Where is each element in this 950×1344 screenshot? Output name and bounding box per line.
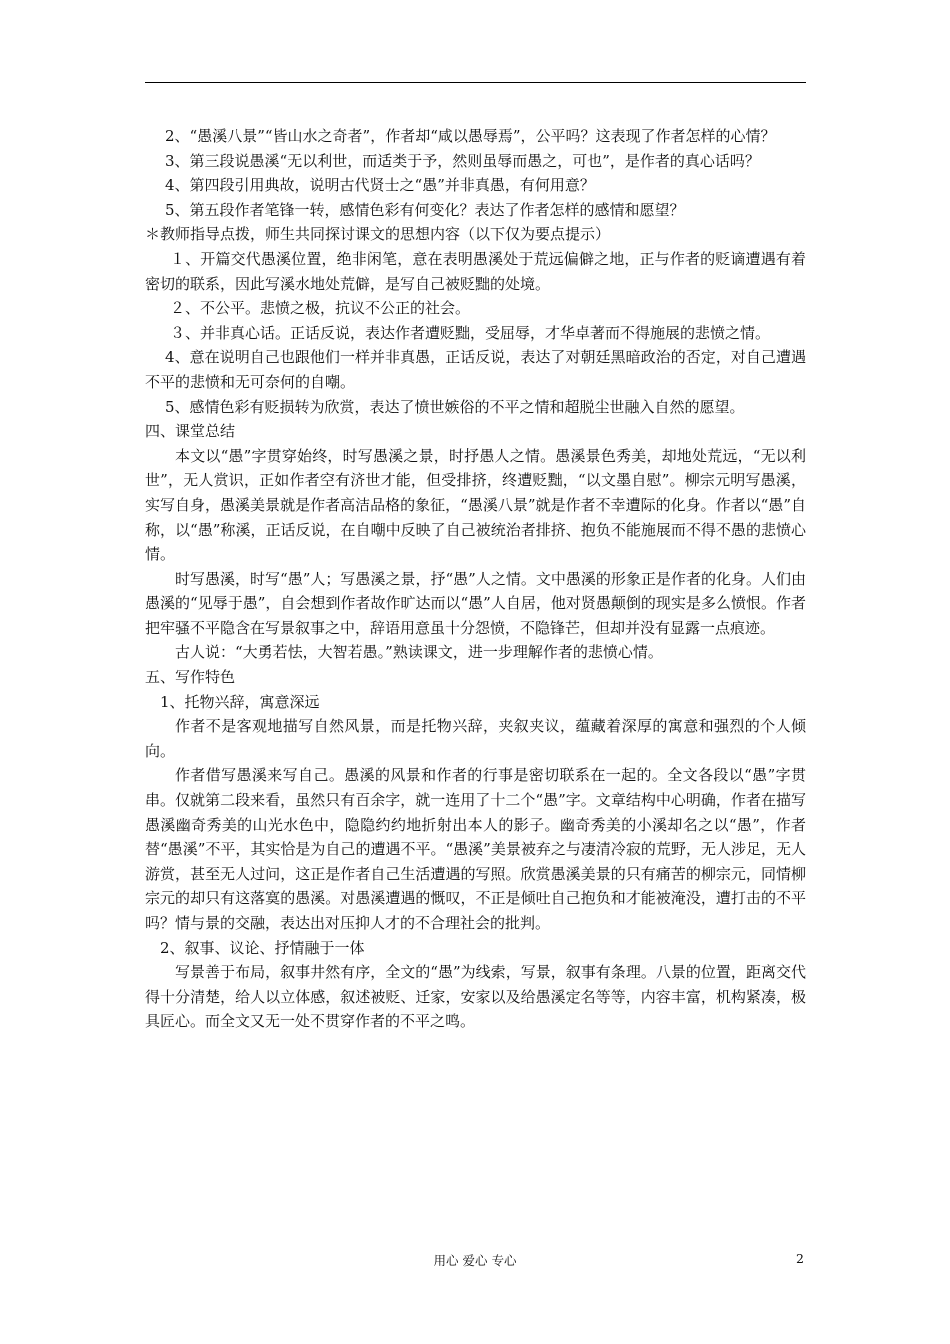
document-body [145,124,806,1034]
page-number: 2 [796,1251,804,1266]
paragraph: 1、托物兴辞，寓意深远 [160,692,320,711]
paragraph: 本文以“愚”字贯穿始终，时写愚溪之景，时抒愚人之情。愚溪景色秀美，却地处荒远，“无以利世”，无人赏识，正如作者空有济世才能，但受排挤，终遭贬黜，“以文墨自慰”。柳宗元明写愚溪，实写自身，愚溪美景就是作者高洁品格的象征，“愚溪八景”就是作者不幸遭际的化身。作者以“愚”自称，以“愚”称溪，正话反说，在自嘲中反映了自己被统治者排挤、抱负不能施展而不得不愚的悲愤心情。 [145,446,806,564]
paragraph: 2、“愚溪八景”“皆山水之奇者”，作者却“咸以愚辱焉”，公平吗？这表现了作者怎样的心情？ [165,127,776,145]
paragraph: ＊教师指导点拨，师生共同探讨课文的思想内容（以下仅为要点提示） [145,225,611,244]
paragraph: 5、感情色彩有贬损转为欣赏，表达了愤世嫉俗的不平之情和超脱尘世融入自然的愿望。 [165,397,745,416]
paragraph: 4、第四段引用典故，说明古代贤士之“愚”并非真愚，有何用意？ [165,176,595,195]
paragraph: 作者不是客观地描写自然风景，而是托物兴辞，夹叙夹议，蕴藏着深厚的寓意和强烈的个人倾向。 [145,717,806,760]
paragraph: 5、第五段作者笔锋一转，感情色彩有何变化？表达了作者怎样的感情和愿望？ [165,200,685,219]
paragraph: 作者借写愚溪来写自己。愚溪的风景和作者的行事是密切联系在一起的。全文各段以“愚”字贯串。仅就第二段来看，虽然只有百余字，就一连用了十二个“愚”字。文章结构中心明确，作者在描写愚溪幽奇秀美的山光水色中，隐隐约约地折射出本人的影子。幽奇秀美的小溪却名之以“愚”，作者替“愚溪”不平，其实恰是为自己的遭遇不平。“愚溪”美景被弃之与凄清冷寂的荒野，无人涉足，无人游赏，甚至无人过问，这正是作者自己生活遭遇的写照。欣赏愚溪美景的只有痛苦的柳宗元，同情柳宗元的却只有这落寞的愚溪。对愚溪遭遇的慨叹，不正是倾吐自己抱负和才能被淹没，遭打击的不平吗？情与景的交融，表达出对压抑人才的不合理社会的批判。 [145,766,806,932]
paragraph: 古人说：“大勇若怯，大智若愚。”熟读课文，进一步理解作者的悲愤心情。 [175,643,663,662]
paragraph: 4、意在说明自己也跟他们一样并非真愚，正话反说，表达了对朝廷黑暗政治的否定，对自己遭遇不平的悲愤和无可奈何的自嘲。 [145,348,806,391]
paragraph: ３、并非真心话。正话反说，表达作者遭贬黜，受屈辱，才华卓著而不得施展的悲愤之情。 [170,323,771,342]
paragraph: ２、不公平。悲愤之极，抗议不公正的社会。 [170,299,471,318]
header-rule [145,82,806,83]
paragraph: 写景善于布局，叙事井然有序，全文的“愚”为线索，写景，叙事有条理。八景的位置，距离交代得十分清楚，给人以立体感，叙述被贬、迁家，安家以及给愚溪定名等等，内容丰富，机构紧凑，极具匠心。而全文又无一处不贯穿作者的不平之鸣。 [145,963,806,1031]
paragraph: 四、课堂总结 [145,422,236,441]
paragraph: 3、第三段说愚溪“无以利世，而适类于予，然则虽辱而愚之，可也”，是作者的真心话吗？ [165,151,760,170]
paragraph: 2、叙事、议论、抒情融于一体 [160,938,365,957]
page-footer [0,1251,950,1271]
paragraph: 时写愚溪，时写“愚”人；写愚溪之景，抒“愚”人之情。文中愚溪的形象正是作者的化身。人们由愚溪的“见辱于愚”，自会想到作者故作旷达而以“愚”人自居，他对贤愚颠倒的现实是多么愤恨。作者把牢骚不平隐含在写景叙事之中，辞语用意虽十分怨愤，不隐锋芒，但却并没有显露一点痕迹。 [145,569,806,637]
footer-motto: 用心 爱心 专心 [433,1253,517,1268]
paragraph: １、开篇交代愚溪位置，绝非闲笔，意在表明愚溪处于荒远偏僻之地，正与作者的贬谪遭遇有着密切的联系，因此写溪水地处荒僻，是写自己被贬黜的处境。 [145,249,806,293]
paragraph: 五、写作特色 [145,668,236,687]
